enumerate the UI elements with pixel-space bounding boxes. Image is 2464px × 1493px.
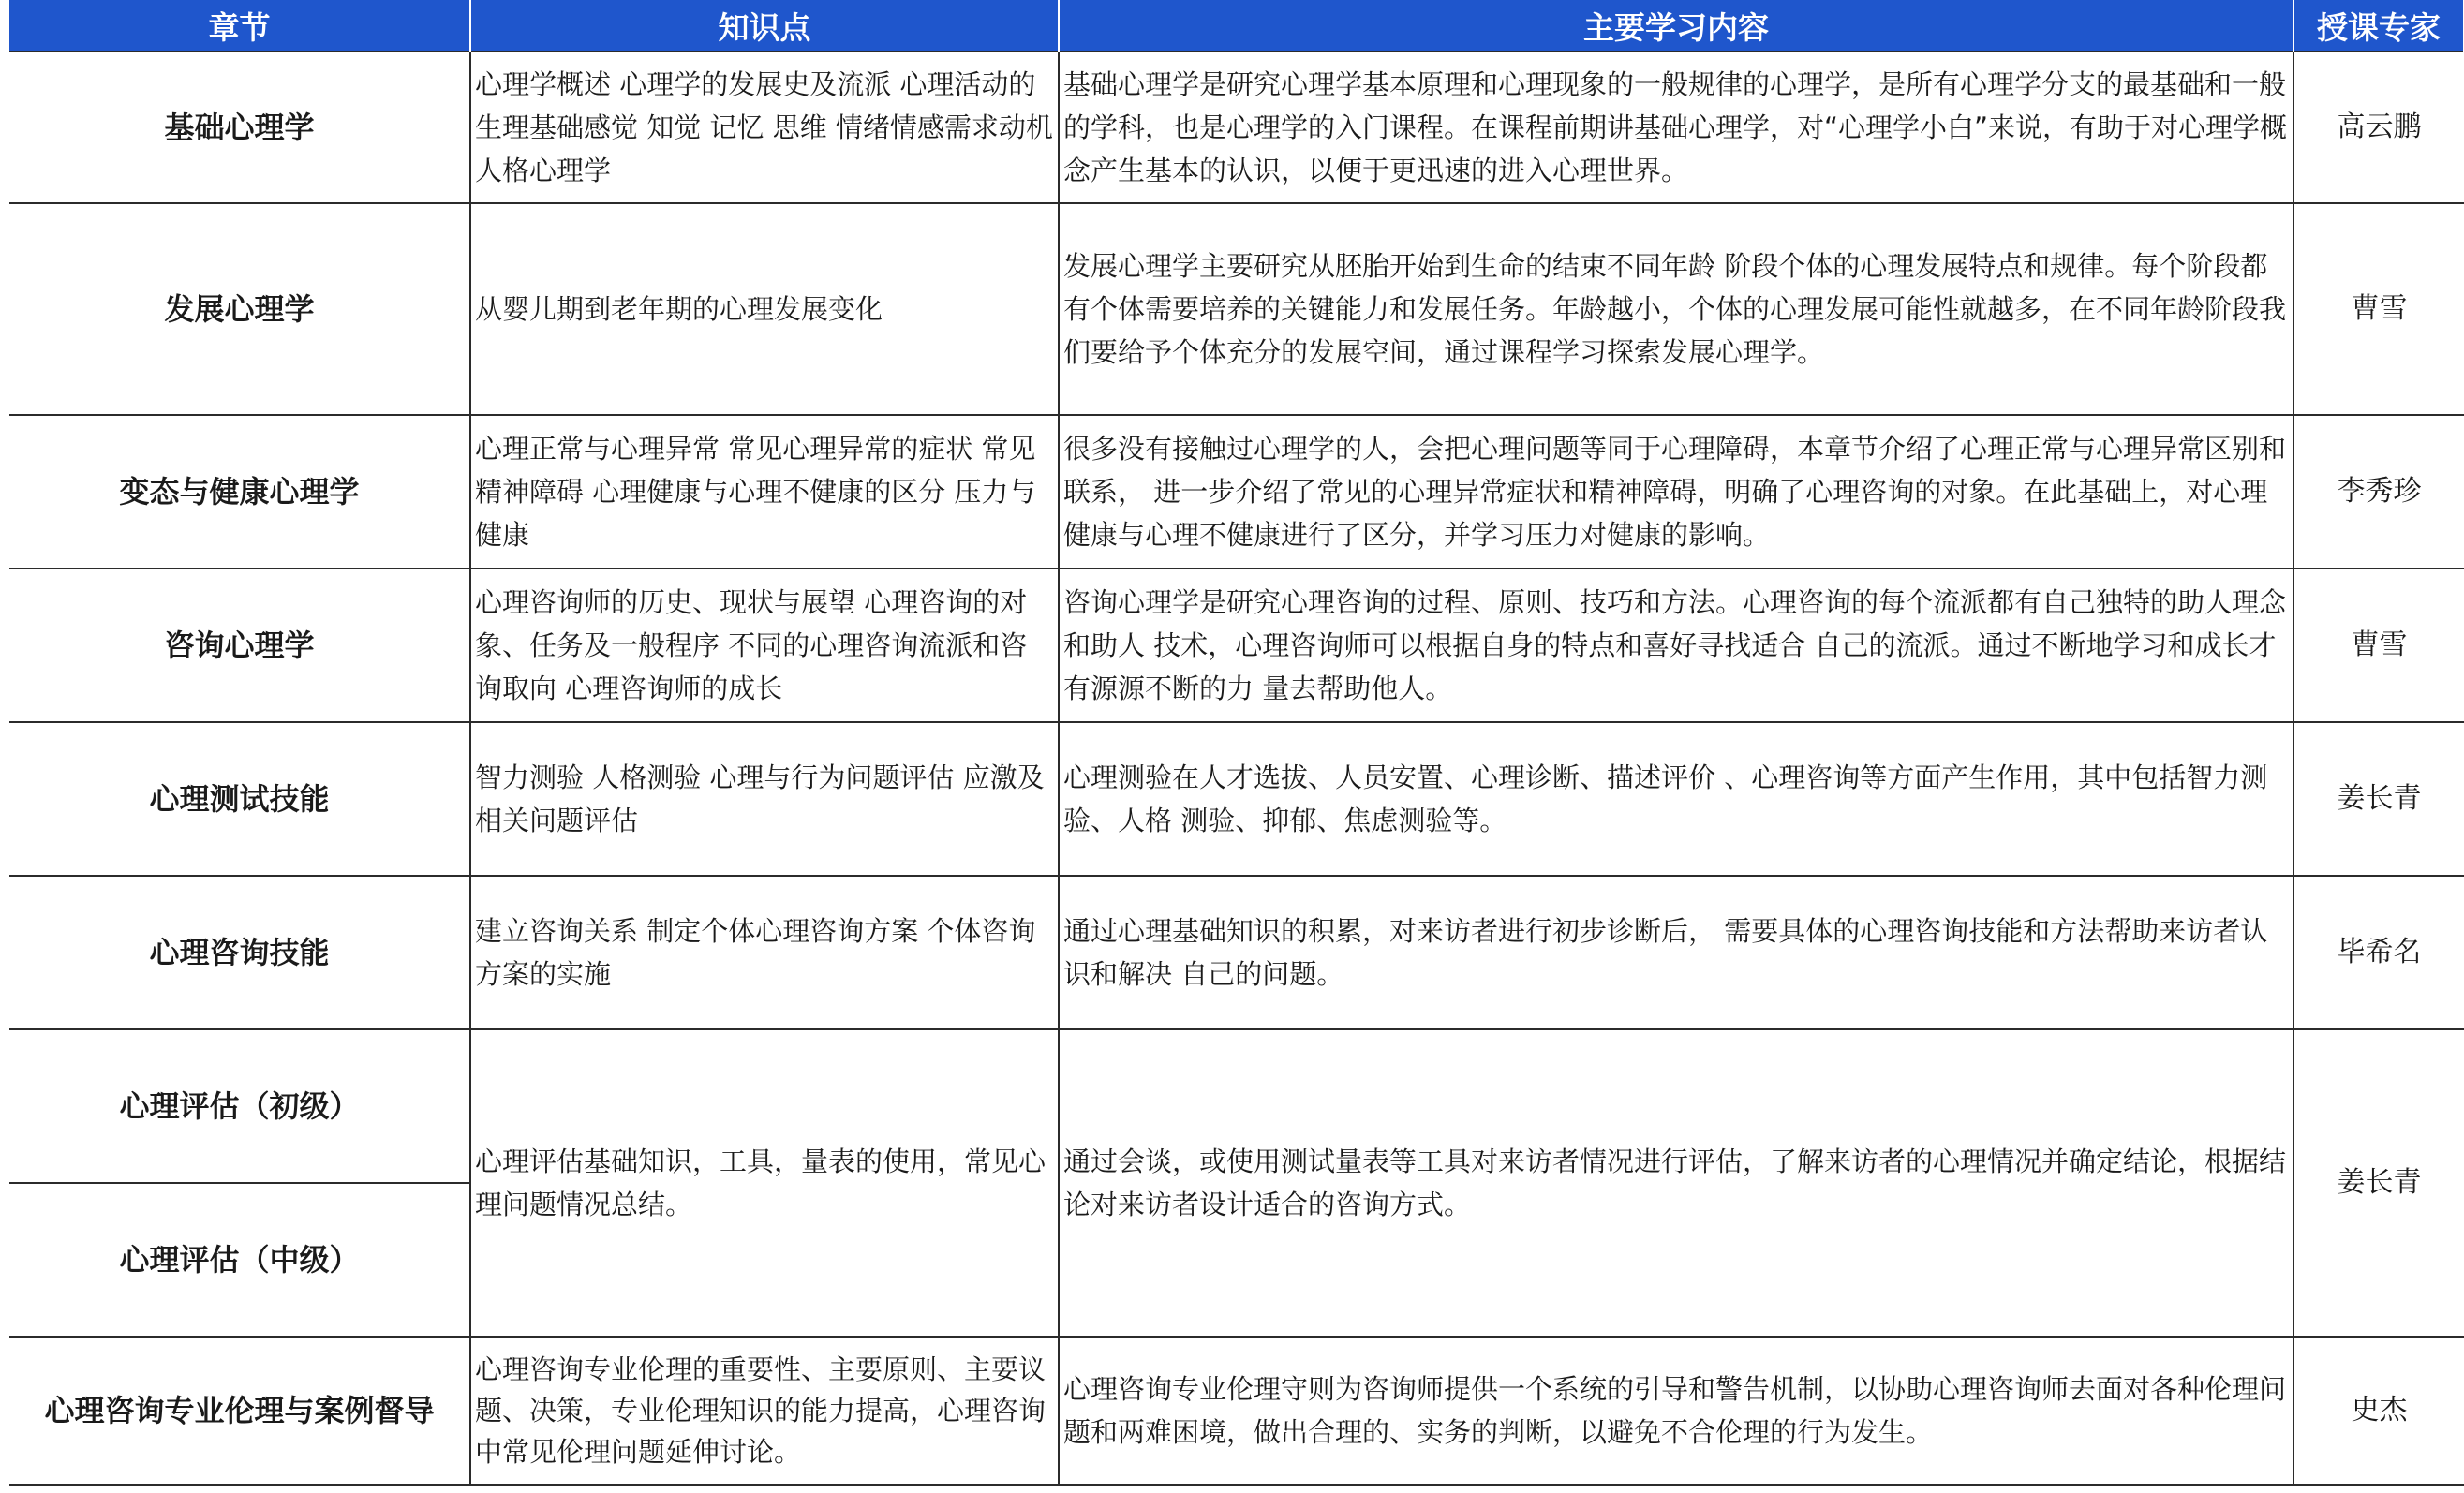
content-cell: 很多没有接触过心理学的人，会把心理问题等同于心理障碍，本章节介绍了心理正常与心理异常区别和联系， 进一步介绍了常见的心理异常症状和精神障碍，明确了心理咨询的对象。在此基础上，对心理健康与心理不健康进行了区分，并学习压力对健康的影响。 (1059, 415, 2293, 569)
header-main-content: 主要学习内容 (1059, 0, 2293, 52)
header-chapter: 章节 (9, 0, 470, 52)
content-cell: 通过心理基础知识的积累，对来访者进行初步诊断后， 需要具体的心理咨询技能和方法帮助来访者认识和解决 自己的问题。 (1059, 876, 2293, 1029)
knowledge-points-cell: 智力测验 人格测验 心理与行为问题评估 应激及相关问题评估 (470, 722, 1059, 876)
content-cell: 基础心理学是研究心理学基本原理和心理现象的一般规律的心理学，是所有心理学分支的最基础和一般的学科，也是心理学的入门课程。在课程前期讲基础心理学，对“心理学小白”来说，有助于对心理学概念产生基本的认识，以便于更迅速的进入心理世界。 (1059, 52, 2293, 203)
table-row (9, 52, 2464, 203)
chapter-cell: 心理咨询专业伦理与案例督导 (9, 1337, 470, 1485)
header-expert: 授课专家 (2293, 0, 2464, 52)
knowledge-points-cell: 心理正常与心理异常 常见心理异常的症状 常见精神障碍 心理健康与心理不健康的区分 压力与健康 (470, 415, 1059, 569)
content-cell: 心理测验在人才选拔、人员安置、心理诊断、描述评价 、心理咨询等方面产生作用，其中包括智力测验、人格 测验、抑郁、焦虑测验等。 (1059, 722, 2293, 876)
content-cell: 发展心理学主要研究从胚胎开始到生命的结束不同年龄 阶段个体的心理发展特点和规律。每个阶段都有个体需要培养的关键能力和发展任务。年龄越小，个体的心理发展可能性就越多，在不同年龄阶段我们要给予个体充分的发展空间，通过课程学习探索发展心理学。 (1059, 203, 2293, 415)
knowledge-points-cell: 心理评估基础知识，工具，量表的使用，常见心理问题情况总结。 (470, 1029, 1059, 1337)
knowledge-points-cell: 心理学概述 心理学的发展史及流派 心理活动的生理基础感觉 知觉 记忆 思维 情绪情感需求动机 人格心理学 (470, 52, 1059, 203)
header-knowledge-points: 知识点 (470, 0, 1059, 52)
expert-cell: 姜长青 (2293, 1029, 2464, 1337)
table-row (9, 1029, 2464, 1183)
table-row (9, 722, 2464, 876)
table-row (9, 203, 2464, 415)
header-row (9, 0, 2464, 52)
chapter-cell: 心理评估（中级） (9, 1183, 470, 1337)
chapter-cell: 基础心理学 (9, 52, 470, 203)
expert-cell: 曹雪 (2293, 203, 2464, 415)
expert-cell: 姜长青 (2293, 722, 2464, 876)
chapter-cell: 心理测试技能 (9, 722, 470, 876)
table-header (9, 0, 2464, 52)
chapter-cell: 变态与健康心理学 (9, 415, 470, 569)
table-row (9, 569, 2464, 722)
knowledge-points-cell: 从婴儿期到老年期的心理发展变化 (470, 203, 1059, 415)
table-row (9, 415, 2464, 569)
expert-cell: 毕希名 (2293, 876, 2464, 1029)
expert-cell: 曹雪 (2293, 569, 2464, 722)
expert-cell: 史杰 (2293, 1337, 2464, 1485)
chapter-cell: 心理评估（初级） (9, 1029, 470, 1183)
expert-cell: 高云鹏 (2293, 52, 2464, 203)
knowledge-points-cell: 建立咨询关系 制定个体心理咨询方案 个体咨询方案的实施 (470, 876, 1059, 1029)
course-table (9, 0, 2464, 1486)
chapter-cell: 发展心理学 (9, 203, 470, 415)
table-row (9, 876, 2464, 1029)
content-cell: 通过会谈，或使用测试量表等工具对来访者情况进行评估，了解来访者的心理情况并确定结论，根据结论对来访者设计适合的咨询方式。 (1059, 1029, 2293, 1337)
content-cell: 咨询心理学是研究心理咨询的过程、原则、技巧和方法。心理咨询的每个流派都有自己独特的助人理念和助人 技术，心理咨询师可以根据自身的特点和喜好寻找适合 自己的流派。通过不断地学习和成长才有源源不断的力 量去帮助他人。 (1059, 569, 2293, 722)
knowledge-points-cell: 心理咨询专业伦理的重要性、主要原则、主要议题、决策，专业伦理知识的能力提高，心理咨询中常见伦理问题延伸讨论。 (470, 1337, 1059, 1485)
content-cell: 心理咨询专业伦理守则为咨询师提供一个系统的引导和警告机制，以协助心理咨询师去面对各种伦理问题和两难困境，做出合理的、实务的判断，以避免不合伦理的行为发生。 (1059, 1337, 2293, 1485)
table-row (9, 1337, 2464, 1485)
chapter-cell: 咨询心理学 (9, 569, 470, 722)
knowledge-points-cell: 心理咨询师的历史、现状与展望 心理咨询的对象、任务及一般程序 不同的心理咨询流派和咨询取向 心理咨询师的成长 (470, 569, 1059, 722)
table-body (9, 52, 2464, 1485)
chapter-cell: 心理咨询技能 (9, 876, 470, 1029)
expert-cell: 李秀珍 (2293, 415, 2464, 569)
